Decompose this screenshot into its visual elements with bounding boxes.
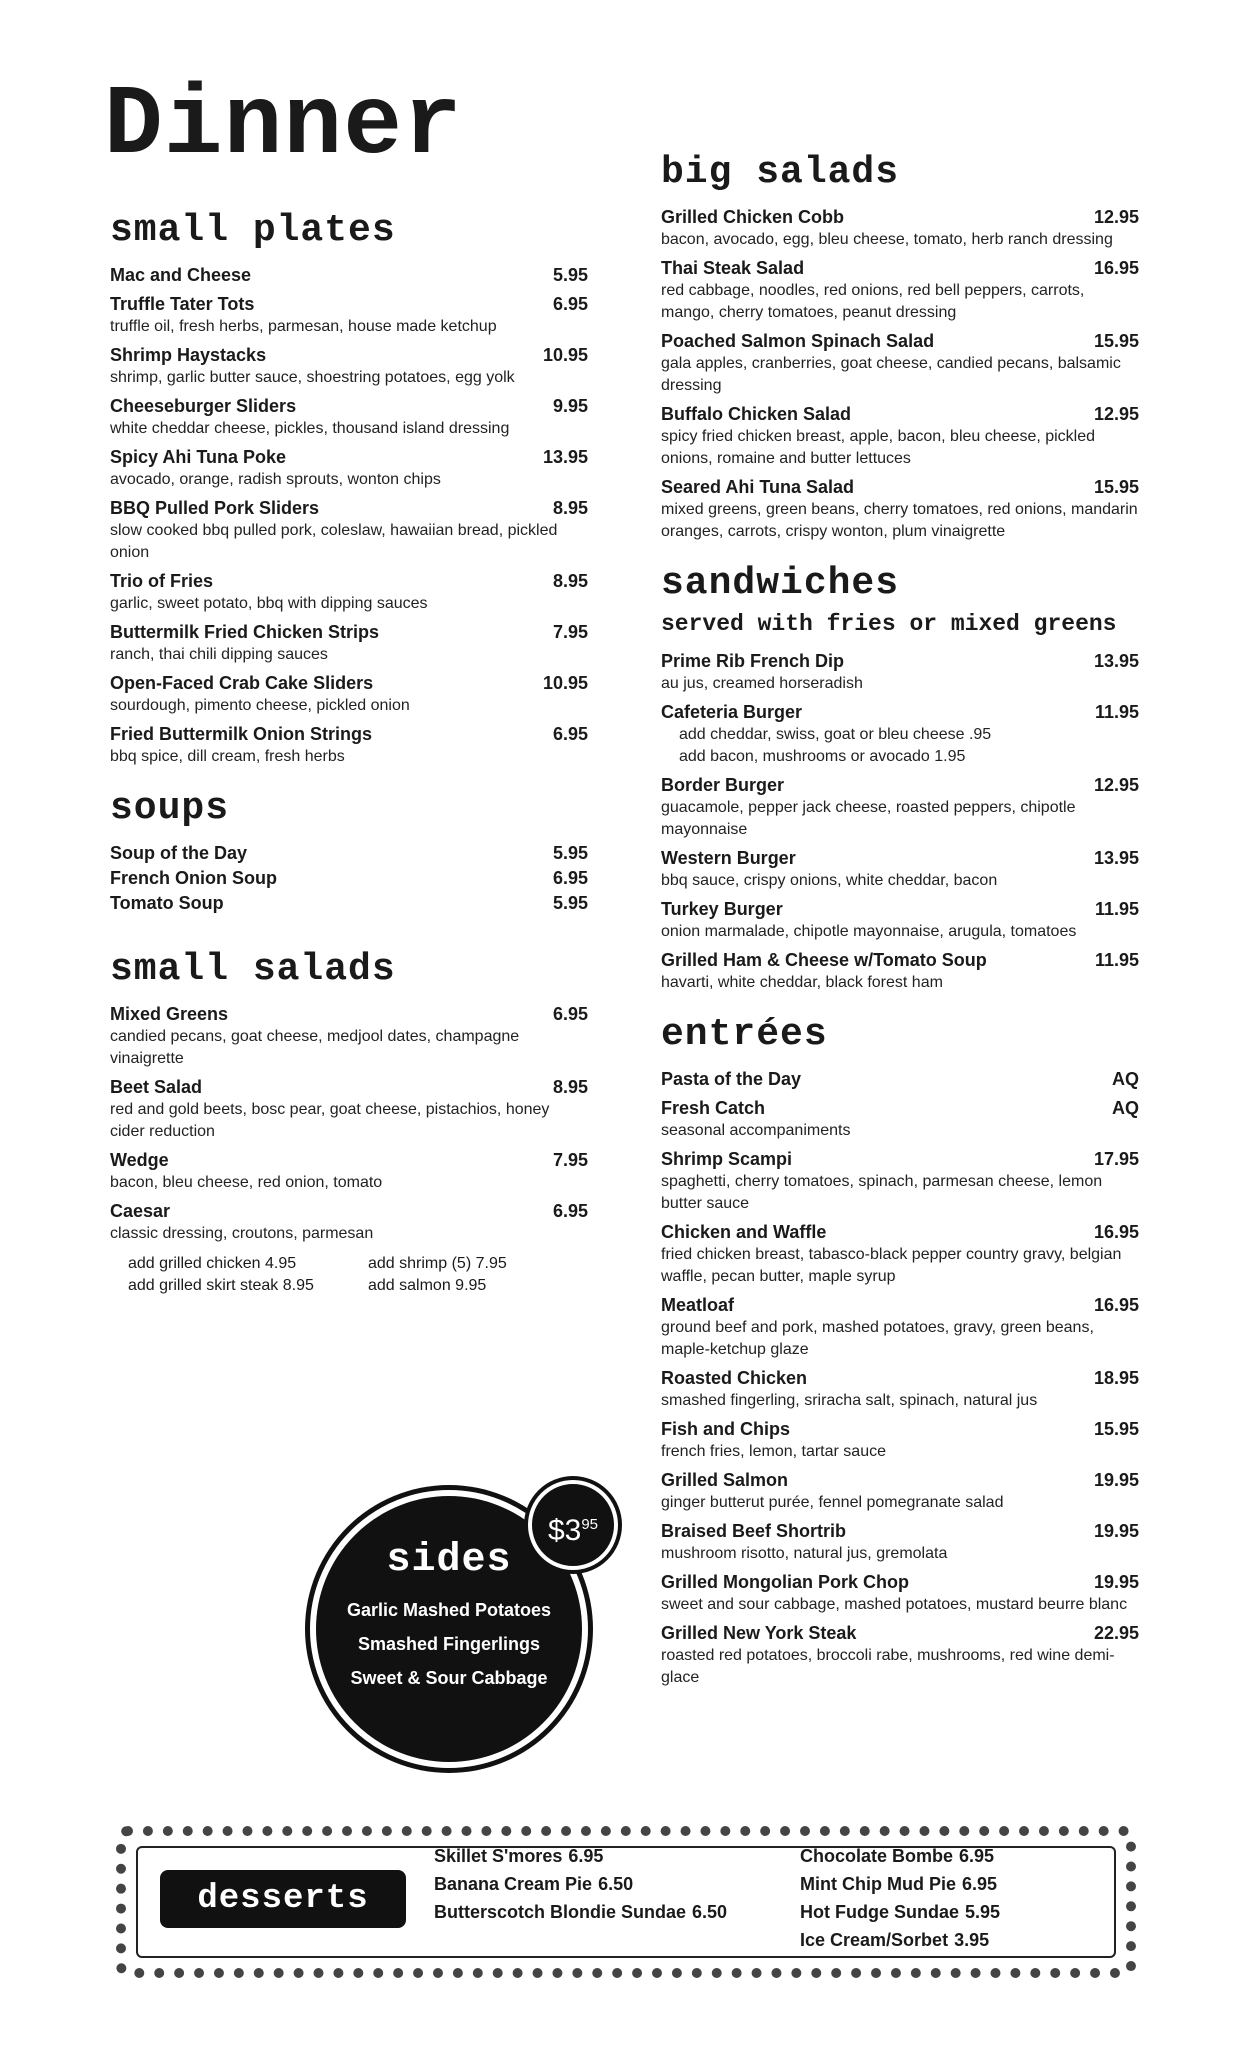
sandwiches-list: [661, 650, 1139, 994]
dessert-item: [800, 1870, 1000, 1898]
item-name: Thai Steak Salad: [661, 258, 805, 278]
item-price: 9.95: [552, 396, 588, 416]
item-name: Shrimp Scampi: [661, 1149, 793, 1169]
menu-item-row: [661, 330, 1139, 353]
item-description: fried chicken breast, tabasco-black pepper country gravy, belgian waffle, pecan butter, maple syrup: [661, 1246, 1122, 1285]
item-price: AQ: [1112, 1069, 1139, 1089]
menu-item: [110, 867, 588, 890]
menu-item: [661, 1221, 1139, 1288]
section-subtitle: served with fries or mixed greens: [661, 611, 1117, 637]
dessert-price: 3.95: [954, 1930, 990, 1950]
item-description: ground beef and pork, mashed potatoes, gravy, green beans, maple-ketchup glaze: [661, 1319, 1094, 1358]
item-price: 16.95: [1093, 1222, 1139, 1242]
item-price: 11.95: [1094, 702, 1139, 722]
menu-item-row: [661, 701, 1139, 724]
desserts-title: desserts: [160, 1870, 406, 1928]
dessert-name: Skillet S'mores: [434, 1846, 563, 1866]
item-name: Border Burger: [661, 775, 785, 795]
item-name: Tomato Soup: [110, 893, 224, 913]
left-column: [110, 209, 588, 1297]
item-description: white cheddar cheese, pickles, thousand island dressing: [110, 420, 510, 437]
sides-title: sides: [386, 1538, 512, 1583]
menu-item-row: [661, 1520, 1139, 1543]
item-price: 10.95: [542, 345, 588, 365]
menu-item-row: [661, 949, 1139, 972]
item-addon: add cheddar, swiss, goat or bleu cheese .95: [679, 726, 992, 743]
menu-item-row: [661, 1418, 1139, 1441]
menu-item: [661, 774, 1139, 841]
item-description: sourdough, pimento cheese, pickled onion: [110, 697, 410, 714]
dessert-price: 6.95: [568, 1846, 604, 1866]
item-name: Cheeseburger Sliders: [110, 396, 297, 416]
menu-item: [110, 1076, 588, 1143]
item-price: 7.95: [552, 1150, 588, 1170]
item-price: 12.95: [1093, 404, 1139, 424]
section-title: small salads: [110, 948, 396, 991]
side-item: Sweet & Sour Cabbage: [350, 1668, 548, 1688]
menu-item-row: [661, 1622, 1139, 1645]
item-price: 16.95: [1093, 1295, 1139, 1315]
item-name: Fried Buttermilk Onion Strings: [110, 724, 373, 744]
big-salads-list: [661, 206, 1139, 543]
item-price: 15.95: [1093, 331, 1139, 351]
dessert-price: 6.50: [598, 1874, 634, 1894]
menu-item: [661, 1367, 1139, 1412]
dessert-price: 6.95: [961, 1874, 998, 1894]
menu-item: [661, 847, 1139, 892]
item-name: Trio of Fries: [110, 571, 214, 591]
menu-item: [110, 1003, 588, 1070]
menu-item: [110, 892, 588, 915]
item-price: 6.95: [552, 868, 588, 888]
item-description: spicy fried chicken breast, apple, bacon, bleu cheese, pickled onions, romaine and butter lettuces: [661, 428, 1096, 467]
menu-item: [110, 264, 588, 287]
item-price: 13.95: [1093, 848, 1139, 868]
menu-item: [661, 949, 1139, 994]
section-soups: [110, 787, 588, 915]
entrees-list: [661, 1068, 1139, 1689]
item-price: 13.95: [542, 447, 588, 467]
section-entrees: [661, 1013, 1139, 1689]
item-description: avocado, orange, radish sprouts, wonton chips: [110, 471, 441, 488]
item-name: Fresh Catch: [661, 1098, 766, 1118]
item-price: 5.95: [552, 893, 588, 913]
page-title: Dinner: [104, 71, 463, 182]
dessert-name: Ice Cream/Sorbet: [800, 1930, 949, 1950]
right-column: [661, 151, 1139, 1695]
item-price: 5.95: [552, 843, 588, 863]
item-price: 19.95: [1093, 1470, 1139, 1490]
dessert-name: Chocolate Bombe: [800, 1846, 954, 1866]
item-description: ginger butterut purée, fennel pomegranate salad: [661, 1494, 1004, 1511]
item-price: 13.95: [1093, 651, 1139, 671]
dessert-price: 6.50: [692, 1902, 728, 1922]
section-big-salads: [661, 151, 1139, 543]
item-description: gala apples, cranberries, goat cheese, candied pecans, balsamic dressing: [661, 355, 1121, 394]
addon-text: add grilled skirt steak 8.95: [128, 1277, 314, 1294]
menu-item-row: [661, 774, 1139, 797]
menu-item: [661, 650, 1139, 695]
item-price: 11.95: [1094, 950, 1139, 970]
item-description: red cabbage, noodles, red onions, red bell peppers, carrots, mango, cherry tomatoes, peanut dressing: [661, 282, 1085, 321]
menu-item: [110, 1149, 588, 1194]
item-name: Buttermilk Fried Chicken Strips: [110, 622, 380, 642]
menu-item: [110, 446, 588, 491]
item-name: BBQ Pulled Pork Sliders: [110, 498, 320, 518]
sides-list: [316, 1593, 582, 1695]
menu-item: [661, 1068, 1139, 1091]
item-name: Poached Salmon Spinach Salad: [661, 331, 935, 351]
menu-item-row: [110, 1149, 588, 1172]
item-price: 15.95: [1093, 1419, 1139, 1439]
item-name: Wedge: [110, 1150, 169, 1170]
sides-price-cents: 95: [581, 1516, 599, 1533]
section-small-salads: [110, 948, 588, 1297]
menu-item: [661, 206, 1139, 251]
dessert-name: Mint Chip Mud Pie: [800, 1874, 956, 1894]
menu-item-row: [661, 1571, 1139, 1594]
dessert-item: [800, 1898, 1000, 1926]
menu-item: [661, 1097, 1139, 1142]
item-description: mushroom risotto, natural jus, gremolata: [661, 1545, 948, 1562]
menu-item-row: [661, 1294, 1139, 1317]
item-description: bacon, bleu cheese, red onion, tomato: [110, 1174, 383, 1191]
item-name: Mac and Cheese: [110, 265, 252, 285]
menu-item-row: [661, 1221, 1139, 1244]
item-description: guacamole, pepper jack cheese, roasted peppers, chipotle mayonnaise: [661, 799, 1076, 838]
menu-item-row: [110, 621, 588, 644]
menu-item: [110, 723, 588, 768]
item-name: Fish and Chips: [661, 1419, 791, 1439]
item-description: spaghetti, cherry tomatoes, spinach, parmesan cheese, lemon butter sauce: [661, 1173, 1103, 1212]
salad-addons: [110, 1253, 588, 1297]
item-description: bbq sauce, crispy onions, white cheddar, bacon: [661, 872, 998, 889]
menu-item: [110, 672, 588, 717]
small-plates-list: [110, 264, 588, 768]
item-name: Beet Salad: [110, 1077, 203, 1097]
menu-item: [110, 497, 588, 564]
dessert-item: [434, 1870, 727, 1898]
item-name: Shrimp Haystacks: [110, 345, 267, 365]
dessert-name: Hot Fudge Sundae: [800, 1902, 959, 1922]
item-description: classic dressing, croutons, parmesan: [110, 1225, 374, 1242]
item-name: Turkey Burger: [661, 899, 783, 919]
item-price: 15.95: [1093, 477, 1139, 497]
menu-item-row: [661, 257, 1139, 280]
menu-item: [110, 1200, 588, 1245]
item-price: 12.95: [1093, 775, 1139, 795]
dessert-price: 6.95: [959, 1846, 995, 1866]
menu-item: [661, 1469, 1139, 1514]
menu-item-row: [661, 898, 1139, 921]
item-description: smashed fingerling, sriracha salt, spinach, natural jus: [661, 1392, 1038, 1409]
menu-item-row: [110, 264, 588, 287]
item-description: shrimp, garlic butter sauce, shoestring potatoes, egg yolk: [110, 369, 515, 386]
item-name: Grilled New York Steak: [661, 1623, 857, 1643]
item-description: au jus, creamed horseradish: [661, 675, 863, 692]
item-description: sweet and sour cabbage, mashed potatoes, mustard beurre blanc: [661, 1596, 1128, 1613]
dessert-name: Butterscotch Blondie Sundae: [434, 1902, 687, 1922]
menu-item-row: [110, 867, 588, 890]
menu-item: [661, 1622, 1139, 1689]
item-description: seasonal accompaniments: [661, 1122, 851, 1139]
menu-item: [661, 701, 1139, 768]
item-name: Open-Faced Crab Cake Sliders: [110, 673, 374, 693]
item-name: Chicken and Waffle: [661, 1222, 827, 1242]
menu-item: [661, 403, 1139, 470]
item-description: onion marmalade, chipotle mayonnaise, arugula, tomatoes: [661, 923, 1077, 940]
item-name: Grilled Mongolian Pork Chop: [661, 1572, 910, 1592]
section-title: small plates: [110, 209, 396, 252]
menu-item: [661, 476, 1139, 543]
item-price: 7.95: [552, 622, 588, 642]
desserts-column-2: [800, 1842, 1000, 1954]
menu-item-row: [661, 1068, 1139, 1091]
item-price: 8.95: [552, 498, 588, 518]
menu-item-row: [661, 1367, 1139, 1390]
item-price: 5.95: [552, 265, 588, 285]
menu-item-row: [110, 446, 588, 469]
item-price: 6.95: [552, 294, 588, 314]
item-description: mixed greens, green beans, cherry tomatoes, red onions, mandarin oranges, carrots, crispy wonton, plum vinaigrette: [661, 501, 1138, 540]
item-name: Pasta of the Day: [661, 1069, 802, 1089]
sides-price-badge: [528, 1480, 618, 1570]
item-price: 6.95: [552, 724, 588, 744]
item-description: red and gold beets, bosc pear, goat cheese, pistachios, honey cider reduction: [110, 1101, 550, 1140]
section-title: soups: [110, 787, 230, 830]
menu-item-row: [110, 1200, 588, 1223]
section-sandwiches: [661, 562, 1139, 994]
item-name: Buffalo Chicken Salad: [661, 404, 852, 424]
item-price: 8.95: [552, 571, 588, 591]
item-description: bbq spice, dill cream, fresh herbs: [110, 748, 345, 765]
item-description: candied pecans, goat cheese, medjool dates, champagne vinaigrette: [110, 1028, 520, 1067]
menu-item: [661, 1571, 1139, 1616]
menu-item-row: [110, 395, 588, 418]
menu-item-row: [110, 842, 588, 865]
menu-item-row: [110, 723, 588, 746]
item-description: truffle oil, fresh herbs, parmesan, house made ketchup: [110, 318, 497, 335]
item-description: bacon, avocado, egg, bleu cheese, tomato, herb ranch dressing: [661, 231, 1113, 248]
soups-list: [110, 842, 588, 915]
item-price: 19.95: [1093, 1521, 1139, 1541]
menu-item-row: [110, 497, 588, 520]
item-name: Braised Beef Shortrib: [661, 1521, 847, 1541]
section-small-plates: [110, 209, 588, 768]
menu-item: [661, 898, 1139, 943]
item-price: 12.95: [1093, 207, 1139, 227]
item-description: roasted red potatoes, broccoli rabe, mushrooms, red wine demi-glace: [661, 1647, 1115, 1686]
menu-item-row: [661, 206, 1139, 229]
item-price: 8.95: [552, 1077, 588, 1097]
item-price: 16.95: [1093, 258, 1139, 278]
side-item: Garlic Mashed Potatoes: [346, 1600, 552, 1620]
side-item: Smashed Fingerlings: [357, 1634, 541, 1654]
menu-item: [661, 257, 1139, 324]
item-name: Cafeteria Burger: [661, 702, 803, 722]
menu-item-row: [661, 847, 1139, 870]
item-price: 19.95: [1093, 1572, 1139, 1592]
desserts-column-1: [434, 1842, 727, 1926]
item-name: Grilled Ham & Cheese w/Tomato Soup: [661, 950, 987, 970]
item-name: Meatloaf: [661, 1295, 735, 1315]
menu-item: [110, 621, 588, 666]
item-price: AQ: [1112, 1098, 1139, 1118]
menu-item-row: [110, 1003, 588, 1026]
item-description: slow cooked bbq pulled pork, coleslaw, hawaiian bread, pickled onion: [110, 522, 558, 561]
dessert-price: 5.95: [965, 1902, 1001, 1922]
item-description: french fries, lemon, tartar sauce: [661, 1443, 886, 1460]
item-name: Prime Rib French Dip: [661, 651, 845, 671]
menu-item: [110, 842, 588, 865]
item-description: garlic, sweet potato, bbq with dipping sauces: [110, 595, 428, 612]
sides-price: $3: [547, 1514, 582, 1547]
item-name: Grilled Salmon: [661, 1470, 789, 1490]
item-price: 22.95: [1093, 1623, 1139, 1643]
item-name: Soup of the Day: [110, 843, 248, 863]
item-addon: add bacon, mushrooms or avocado 1.95: [679, 748, 966, 765]
menu-item-row: [110, 293, 588, 316]
small-salads-list: [110, 1003, 588, 1245]
item-price: 18.95: [1093, 1368, 1139, 1388]
item-name: Roasted Chicken: [661, 1368, 808, 1388]
section-title: sandwiches: [661, 562, 900, 605]
menu-item-row: [110, 892, 588, 915]
menu-item: [661, 1418, 1139, 1463]
item-price: 10.95: [542, 673, 588, 693]
menu-item: [661, 1520, 1139, 1565]
dessert-item: [434, 1898, 727, 1926]
menu-item-row: [661, 1148, 1139, 1171]
menu-item: [661, 1294, 1139, 1361]
item-name: Mixed Greens: [110, 1004, 229, 1024]
section-title: entrées: [661, 1013, 828, 1056]
section-title: big salads: [661, 151, 900, 194]
item-name: Grilled Chicken Cobb: [661, 207, 845, 227]
item-price: 17.95: [1093, 1149, 1139, 1169]
addon-text: add shrimp (5) 7.95: [368, 1255, 507, 1272]
menu-item-row: [110, 344, 588, 367]
menu-item-row: [661, 403, 1139, 426]
item-name: Seared Ahi Tuna Salad: [661, 477, 855, 497]
addon-text: add grilled chicken 4.95: [128, 1255, 297, 1272]
dessert-item: [800, 1842, 1000, 1870]
menu-item-row: [661, 1097, 1139, 1120]
addon-text: add salmon 9.95: [368, 1277, 487, 1294]
item-name: French Onion Soup: [110, 868, 277, 888]
menu-item: [110, 293, 588, 338]
menu-item: [110, 395, 588, 440]
item-name: Caesar: [110, 1201, 171, 1221]
menu-item: [110, 344, 588, 389]
item-name: Truffle Tater Tots: [110, 294, 255, 314]
item-price: 11.95: [1094, 899, 1139, 919]
item-description: ranch, thai chili dipping sauces: [110, 646, 328, 663]
dessert-item: [800, 1926, 1000, 1954]
menu-item: [661, 1148, 1139, 1215]
menu-item-row: [110, 672, 588, 695]
item-name: Western Burger: [661, 848, 796, 868]
menu-item-row: [110, 570, 588, 593]
item-description: havarti, white cheddar, black forest ham: [661, 974, 943, 991]
menu-item-row: [661, 476, 1139, 499]
menu-item: [661, 330, 1139, 397]
dessert-name: Banana Cream Pie: [434, 1874, 593, 1894]
item-price: 6.95: [552, 1004, 588, 1024]
item-price: 6.95: [552, 1201, 588, 1221]
menu-item-row: [661, 1469, 1139, 1492]
dessert-item: [434, 1842, 727, 1870]
menu-item-row: [110, 1076, 588, 1099]
menu-item-row: [661, 650, 1139, 673]
item-name: Spicy Ahi Tuna Poke: [110, 447, 287, 467]
menu-item: [110, 570, 588, 615]
